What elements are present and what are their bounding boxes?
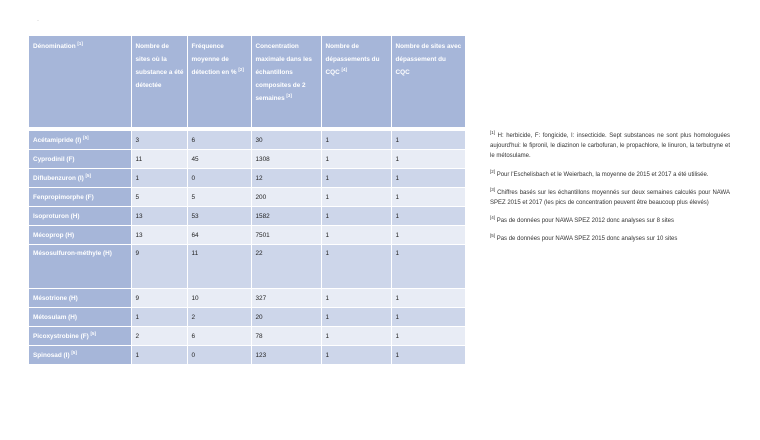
table-row <box>29 188 465 207</box>
header-sites-detected: Nombre de sites où la substance a été détectée <box>131 36 187 129</box>
cell-dep: 1 <box>321 245 391 289</box>
cell-freq: 6 <box>187 129 251 150</box>
cell-sites-dep: 1 <box>391 188 465 207</box>
cell-freq: 2 <box>187 308 251 327</box>
substance-name: Picoxystrobine (F) [5] <box>29 327 131 346</box>
cell-sites-dep: 1 <box>391 346 465 365</box>
cell-conc: 200 <box>251 188 321 207</box>
cell-sites-dep: 1 <box>391 169 465 188</box>
table-row <box>29 129 465 150</box>
cell-sites: 2 <box>131 327 187 346</box>
footnote: [1] H: herbicide, F: fongicide, I: insecticide. Sept substances ne sont plus homologuées aujourd'hui: le fipronil, le diazinon le carbofuran, le propachlore, le linuron, la terbutryne et le métosulame. <box>490 130 730 160</box>
slide-marker: · <box>37 18 39 24</box>
pesticide-table <box>29 36 466 365</box>
cell-sites: 3 <box>131 129 187 150</box>
cell-sites: 9 <box>131 289 187 308</box>
cell-sites-dep: 1 <box>391 245 465 289</box>
footnote: [2] Pour l'Eschelisbach et le Weierbach, la moyenne de 2015 et 2017 a été utilisée. <box>490 168 709 178</box>
cell-dep: 1 <box>321 169 391 188</box>
substance-name: Acétamipride (I) [5] <box>29 129 131 150</box>
cell-freq: 5 <box>187 188 251 207</box>
cell-sites-dep: 1 <box>391 129 465 150</box>
cell-sites-dep: 1 <box>391 207 465 226</box>
table-row <box>29 289 465 308</box>
cell-conc: 78 <box>251 327 321 346</box>
cell-sites: 5 <box>131 188 187 207</box>
table-row <box>29 226 465 245</box>
header-frequency: Fréquence moyenne de détection en % [2] <box>187 36 251 129</box>
substance-name: Fenpropimorphe (F) <box>29 188 131 207</box>
cell-freq: 0 <box>187 346 251 365</box>
cell-sites-dep: 1 <box>391 289 465 308</box>
cell-dep: 1 <box>321 327 391 346</box>
cell-freq: 11 <box>187 245 251 289</box>
substance-name: Diflubenzuron (I) [5] <box>29 169 131 188</box>
header-max-concentration: Concentration maximale dans les échantillons composites de 2 semaines [3] <box>251 36 321 129</box>
cell-conc: 123 <box>251 346 321 365</box>
substance-name: Isoproturon (H) <box>29 207 131 226</box>
cell-conc: 12 <box>251 169 321 188</box>
table-row <box>29 245 465 289</box>
substance-name: Métosulam (H) <box>29 308 131 327</box>
cell-dep: 1 <box>321 308 391 327</box>
cell-dep: 1 <box>321 150 391 169</box>
substance-name: Spinosad (I) [5] <box>29 346 131 365</box>
cell-sites: 1 <box>131 346 187 365</box>
table-row <box>29 207 465 226</box>
footnote: [5] Pas de données pour NAWA SPEZ 2015 donc analyses sur 10 sites <box>490 233 678 243</box>
cell-conc: 1582 <box>251 207 321 226</box>
cell-sites-dep: 1 <box>391 308 465 327</box>
cell-dep: 1 <box>321 226 391 245</box>
footnotes <box>490 131 730 253</box>
cell-conc: 7501 <box>251 226 321 245</box>
cell-dep: 1 <box>321 207 391 226</box>
substance-name: Mésosulfuron-méthyle (H) <box>29 245 131 289</box>
cell-sites: 11 <box>131 150 187 169</box>
header-sites-exceedance: Nombre de sites avec dépassement du CQC <box>391 36 465 129</box>
cell-dep: 1 <box>321 346 391 365</box>
cell-sites-dep: 1 <box>391 327 465 346</box>
table-row <box>29 169 465 188</box>
cell-sites: 1 <box>131 308 187 327</box>
cell-dep: 1 <box>321 289 391 308</box>
table-header-row <box>29 36 465 129</box>
cell-freq: 64 <box>187 226 251 245</box>
cell-sites: 13 <box>131 207 187 226</box>
substance-name: Mécoprop (H) <box>29 226 131 245</box>
cell-conc: 327 <box>251 289 321 308</box>
table-row <box>29 150 465 169</box>
cell-freq: 10 <box>187 289 251 308</box>
table-row <box>29 346 465 365</box>
cell-dep: 1 <box>321 188 391 207</box>
cell-dep: 1 <box>321 129 391 150</box>
footnote: [4] Pas de données pour NAWA SPEZ 2012 donc analyses sur 8 sites <box>490 215 675 225</box>
substance-name: Cyprodinil (F) <box>29 150 131 169</box>
cell-sites: 9 <box>131 245 187 289</box>
footnote: [3] Chiffres basés sur les échantillons moyennés sur deux semaines calculés pour NAWA SPEZ 2015 et 2017 (les pics de concentration peuvent être beaucoup plus élevés) <box>490 186 730 207</box>
header-exceedances: Nombre de dépassements du CQC [4] <box>321 36 391 129</box>
cell-freq: 45 <box>187 150 251 169</box>
cell-sites-dep: 1 <box>391 150 465 169</box>
cell-sites-dep: 1 <box>391 226 465 245</box>
substance-name: Mésotrione (H) <box>29 289 131 308</box>
table-row <box>29 308 465 327</box>
cell-sites: 13 <box>131 226 187 245</box>
cell-freq: 53 <box>187 207 251 226</box>
cell-conc: 20 <box>251 308 321 327</box>
cell-freq: 6 <box>187 327 251 346</box>
cell-freq: 0 <box>187 169 251 188</box>
table-row <box>29 327 465 346</box>
cell-sites: 1 <box>131 169 187 188</box>
cell-conc: 1308 <box>251 150 321 169</box>
cell-conc: 22 <box>251 245 321 289</box>
cell-conc: 30 <box>251 129 321 150</box>
header-denomination: Dénomination [1] <box>29 36 131 129</box>
